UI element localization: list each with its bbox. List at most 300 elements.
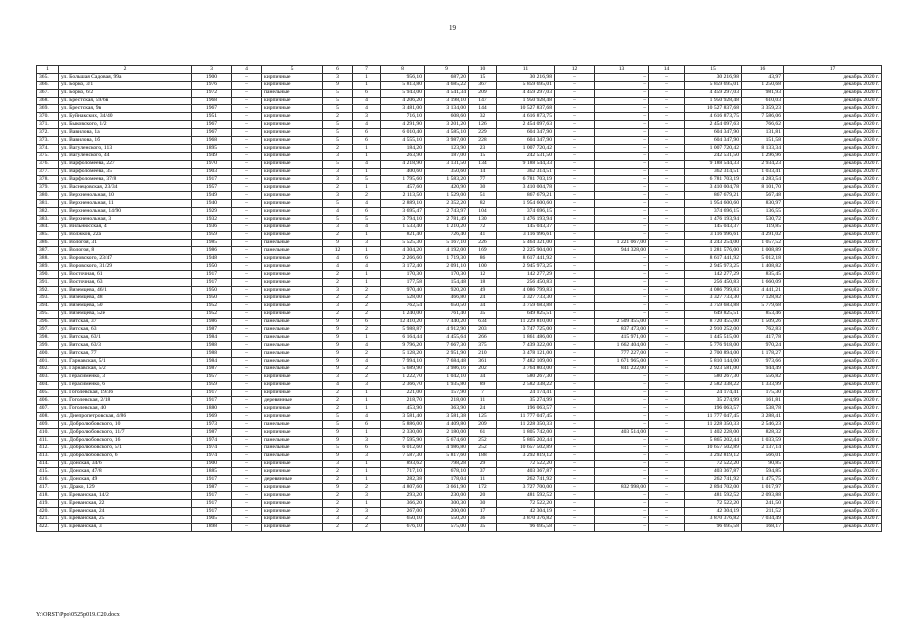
table-cell: 2	[323, 231, 353, 239]
table-cell: 1 178,27	[742, 350, 784, 358]
table-cell: ул. Верхненольная, 14/90	[59, 208, 192, 216]
table-cell: 3	[323, 73, 353, 81]
table-cell: 368.	[37, 97, 59, 105]
table-cell: 175,30	[742, 389, 784, 397]
table-cell: 1 008,89	[742, 247, 784, 255]
table-cell: 634	[469, 318, 497, 326]
table-cell: 266	[469, 334, 497, 342]
table-cell: кирпичные	[262, 200, 323, 208]
table-cell: 4 807,60	[381, 484, 425, 492]
table-cell: 2 454 097,63	[497, 121, 555, 129]
table-cell: –	[649, 223, 685, 231]
table-cell: 2	[323, 405, 353, 413]
table-cell: 9	[323, 365, 353, 373]
table-cell: 394.	[37, 302, 59, 310]
table-cell: –	[649, 113, 685, 121]
table-cell: 1	[353, 271, 381, 279]
column-header: 11	[497, 66, 555, 74]
table-cell: ул. Быковского, 1/2	[59, 121, 192, 129]
table-cell: 3 116 996,61	[685, 231, 742, 239]
table-cell: ул. Борко, 3/1	[59, 81, 192, 89]
table-cell: 421.	[37, 515, 59, 523]
table-cell: 5 943,00	[381, 89, 425, 97]
table-cell: –	[232, 223, 262, 231]
table-row	[37, 342, 882, 350]
table-cell: –	[649, 326, 685, 334]
table-cell: 377.	[37, 168, 59, 176]
table-cell: 4 455,64	[425, 334, 469, 342]
table-cell: 2	[323, 279, 353, 287]
table-cell: 362 314,51	[685, 168, 742, 176]
table-cell: 2 137,14	[742, 444, 784, 452]
table-cell: 5 012,18	[742, 255, 784, 263]
table-cell: декабрь 2020 г.	[784, 302, 882, 310]
table-cell: кирпичные	[262, 286, 323, 294]
table-cell: –	[555, 286, 595, 294]
table-cell: 4 206,20	[381, 97, 425, 105]
table-cell: –	[555, 129, 595, 137]
table-cell: декабрь 2020 г.	[784, 507, 882, 515]
table-cell: 821,40	[381, 231, 425, 239]
table-cell: –	[555, 247, 595, 255]
table-cell: –	[555, 492, 595, 500]
table-row	[37, 444, 882, 452]
table-cell: 1900	[192, 460, 232, 468]
table-cell: 4	[353, 223, 381, 231]
table-row	[37, 223, 882, 231]
table-cell: –	[595, 215, 649, 223]
table-cell: –	[595, 129, 649, 137]
table-cell: 136,55	[742, 208, 784, 216]
table-cell: –	[595, 302, 649, 310]
table-cell: –	[595, 184, 649, 192]
table-cell: 262 741,92	[685, 476, 742, 484]
table-cell: 1974	[192, 452, 232, 460]
table-cell: 373.	[37, 137, 59, 145]
table-cell: 211,52	[742, 507, 784, 515]
table-cell: 1885	[192, 468, 232, 476]
table-row	[37, 460, 882, 468]
table-cell: 376.	[37, 160, 59, 168]
column-header: 5	[262, 66, 323, 74]
table-cell: –	[232, 318, 262, 326]
table-cell: –	[555, 468, 595, 476]
table-cell: –	[232, 113, 262, 121]
table-cell: 187,00	[425, 152, 469, 160]
table-cell: –	[555, 476, 595, 484]
table-cell: –	[649, 208, 685, 216]
table-cell: 419.	[37, 499, 59, 507]
table-row	[37, 97, 882, 105]
column-header: 17	[784, 66, 882, 74]
table-cell: ул. Брестская, 59/6в	[59, 97, 192, 105]
table-cell: 3 172,40	[381, 263, 425, 271]
table-cell: 9	[323, 318, 353, 326]
table-cell: 11 228 350,33	[497, 421, 555, 429]
table-cell: –	[555, 326, 595, 334]
table-cell: 11	[469, 397, 497, 405]
table-cell: 2	[323, 476, 353, 484]
table-cell: ул. Добролюбовского, 5/1	[59, 444, 192, 452]
table-cell: 34	[469, 373, 497, 381]
table-cell: 3 410 004,78	[685, 184, 742, 192]
table-cell: 200,00	[425, 507, 469, 515]
table-cell: 2 093,88	[742, 492, 784, 500]
table-row	[37, 121, 882, 129]
table-cell: 3	[353, 381, 381, 389]
table-cell: кирпичные	[262, 255, 323, 263]
table-cell: 2 894 702,00	[685, 484, 742, 492]
table-cell: 4 409,80	[425, 421, 469, 429]
table-cell: –	[595, 176, 649, 184]
table-cell: 1987	[192, 484, 232, 492]
table-cell: 5 167,10	[425, 239, 469, 247]
table-cell: 8 101,70	[742, 184, 784, 192]
table-cell: 142 277,29	[685, 271, 742, 279]
table-cell: ул. Воровского, 23/47	[59, 255, 192, 263]
table-cell: –	[232, 184, 262, 192]
table-cell: 367.	[37, 89, 59, 97]
table-cell: –	[232, 326, 262, 334]
table-cell: –	[232, 397, 262, 405]
table-cell: 2	[323, 184, 353, 192]
table-cell: 5 813,80	[381, 81, 425, 89]
table-cell: –	[555, 223, 595, 231]
table-cell: 379.	[37, 184, 59, 192]
table-cell: панельные	[262, 326, 323, 334]
table-cell: 828,32	[742, 428, 784, 436]
table-cell: 1	[353, 389, 381, 397]
table-cell: 1	[353, 468, 381, 476]
table-cell: 538,78	[742, 405, 784, 413]
table-cell: –	[555, 255, 595, 263]
table-cell: 2	[353, 302, 381, 310]
table-row	[37, 452, 882, 460]
table-cell: кирпичные	[262, 523, 323, 531]
table-cell: 388.	[37, 255, 59, 263]
table-cell: 3 292 819,12	[685, 452, 742, 460]
table-cell: декабрь 2020 г.	[784, 381, 882, 389]
table-cell: –	[649, 373, 685, 381]
table-cell: 403 367,87	[497, 468, 555, 476]
table-cell: 402.	[37, 365, 59, 373]
table-cell: 398.	[37, 334, 59, 342]
table-cell: –	[649, 200, 685, 208]
table-cell: –	[595, 421, 649, 429]
table-cell: 123,90	[425, 144, 469, 152]
table-cell: 242 531,50	[497, 152, 555, 160]
table-cell: 414.	[37, 460, 59, 468]
table-cell: 2 352,20	[425, 200, 469, 208]
table-cell: ул. Герасименко, 3	[59, 373, 192, 381]
table-cell: 1 221 067,00	[595, 239, 649, 247]
table-cell: 1932	[192, 215, 232, 223]
table-cell: 830,97	[742, 200, 784, 208]
table-cell: 2	[353, 286, 381, 294]
table-cell: 1 795,60	[381, 176, 425, 184]
table-cell: ул. Гоголевская, 40	[59, 405, 192, 413]
table-cell: декабрь 2020 г.	[784, 271, 882, 279]
table-cell: –	[649, 184, 685, 192]
table-cell: 6	[353, 444, 381, 452]
table-cell: 3 695,47	[381, 208, 425, 216]
table-cell: 20	[469, 492, 497, 500]
table-cell: 717,10	[381, 468, 425, 476]
table-cell: 420.	[37, 507, 59, 515]
table-cell: декабрь 2020 г.	[784, 476, 882, 484]
table-cell: ул. Добролюбовского, 6	[59, 452, 192, 460]
table-cell: –	[232, 310, 262, 318]
table-cell: 383.	[37, 215, 59, 223]
table-cell: кирпичные	[262, 515, 323, 523]
table-cell: 4 912,90	[425, 326, 469, 334]
table-row	[37, 271, 882, 279]
table-cell: –	[595, 507, 649, 515]
table-cell: 1 296,96	[742, 152, 784, 160]
table-cell: 762,83	[742, 326, 784, 334]
table-cell: –	[595, 389, 649, 397]
table-cell: 2	[323, 499, 353, 507]
table-cell: 375.	[37, 152, 59, 160]
table-cell: декабрь 2020 г.	[784, 263, 882, 271]
table-cell: 920,20	[425, 286, 469, 294]
table-cell: 2	[353, 326, 381, 334]
table-cell: 151,58	[742, 137, 784, 145]
table-cell: 1917	[192, 492, 232, 500]
table-cell: –	[232, 152, 262, 160]
table-row	[37, 507, 882, 515]
table-row	[37, 215, 882, 223]
table-cell: 209	[469, 89, 497, 97]
table-cell: панельные	[262, 365, 323, 373]
table-cell: –	[595, 271, 649, 279]
table-cell: –	[649, 436, 685, 444]
table-cell: 144	[469, 105, 497, 113]
table-cell: 4 291,02	[742, 231, 784, 239]
table-cell: 11 228 350,33	[685, 421, 742, 429]
table-cell: 7 034,49	[742, 515, 784, 523]
table-cell: –	[595, 476, 649, 484]
table-cell: –	[595, 405, 649, 413]
table-cell: 3	[353, 452, 381, 460]
table-cell: ул. Васнецовская, 23/34	[59, 184, 192, 192]
table-cell: –	[555, 239, 595, 247]
table-cell: 608,60	[425, 113, 469, 121]
table-cell: 184,20	[381, 144, 425, 152]
table-cell: 1988	[192, 350, 232, 358]
table-cell: 1948	[192, 255, 232, 263]
table-cell: 2	[323, 144, 353, 152]
table-row	[37, 144, 882, 152]
table-cell: декабрь 2020 г.	[784, 255, 882, 263]
table-cell: 4 283,54	[742, 176, 784, 184]
table-cell: 1	[353, 81, 381, 89]
table-cell: кирпичные	[262, 373, 323, 381]
table-cell: 1984	[192, 357, 232, 365]
table-cell: ул. Ереванская, 25	[59, 515, 192, 523]
table-cell: 1 042,10	[425, 373, 469, 381]
table-cell: 10 657 502,89	[497, 444, 555, 452]
table-cell: –	[555, 436, 595, 444]
table-cell: –	[649, 484, 685, 492]
table-cell: кирпичные	[262, 484, 323, 492]
table-cell: 89	[469, 381, 497, 389]
table-cell: 2	[353, 373, 381, 381]
table-cell: –	[555, 184, 595, 192]
table-cell: ул. Вяземцева, 50	[59, 302, 192, 310]
table-cell: ул. Гоголевская, 2/18	[59, 397, 192, 405]
table-cell: 1	[353, 144, 381, 152]
table-cell: 9	[323, 81, 353, 89]
table-cell: 8 133,34	[742, 144, 784, 152]
table-row	[37, 318, 882, 326]
table-cell: 1 408,82	[742, 263, 784, 271]
table-cell: 3 747 725,00	[497, 326, 555, 334]
table-cell: 481 592,52	[497, 492, 555, 500]
table-cell: 1 222,70	[381, 373, 425, 381]
table-cell: 5	[323, 97, 353, 105]
table-cell: 6 012,60	[381, 444, 425, 452]
table-cell: декабрь 2020 г.	[784, 231, 882, 239]
table-cell: ул. Добролюбовского, 16	[59, 436, 192, 444]
table-cell: 32	[469, 113, 497, 121]
table-cell: 262 741,92	[497, 476, 555, 484]
table-cell: 4	[353, 97, 381, 105]
table-cell: 24 174,41	[685, 389, 742, 397]
table-cell: 381.	[37, 200, 59, 208]
table-cell: 1968	[192, 97, 232, 105]
table-cell: –	[555, 405, 595, 413]
table-cell: –	[595, 468, 649, 476]
table-cell: 1898	[192, 523, 232, 531]
table-cell: 100	[469, 263, 497, 271]
table-cell: 1 805 742,00	[497, 428, 555, 436]
table-body	[37, 73, 882, 531]
table-cell: –	[649, 468, 685, 476]
table-row	[37, 389, 882, 397]
table-cell: 4	[323, 208, 353, 216]
table-cell: 4 218,90	[381, 160, 425, 168]
table-cell: 1950	[192, 286, 232, 294]
column-header: 2	[59, 66, 192, 74]
table-cell: 4	[353, 105, 381, 113]
table-cell: 1959	[192, 381, 232, 389]
table-cell: ул. Брестская, 9в	[59, 105, 192, 113]
table-cell: –	[649, 397, 685, 405]
table-cell: декабрь 2020 г.	[784, 373, 882, 381]
table-cell: 1 250,68	[742, 81, 784, 89]
table-cell: кирпичные	[262, 413, 323, 421]
table-cell: 2 951,90	[425, 350, 469, 358]
table-cell: 9	[323, 428, 353, 436]
table-cell: 396.	[37, 318, 59, 326]
table-cell: 528,00	[381, 294, 425, 302]
table-cell: 4	[323, 381, 353, 389]
table-cell: 1950	[192, 263, 232, 271]
table-cell: –	[649, 73, 685, 81]
table-cell: 1936	[192, 223, 232, 231]
column-header: 8	[381, 66, 425, 74]
table-cell: –	[232, 73, 262, 81]
table-cell: 5	[323, 200, 353, 208]
table-row	[37, 428, 882, 436]
table-cell: 9 796,20	[381, 342, 425, 350]
table-cell: 1987	[192, 428, 232, 436]
table-cell: 1 476 193,94	[497, 215, 555, 223]
table-cell: 18	[469, 279, 497, 287]
table-cell: –	[595, 137, 649, 145]
table-cell: декабрь 2020 г.	[784, 89, 882, 97]
table-cell: 1917	[192, 176, 232, 184]
table-cell: 761,40	[425, 310, 469, 318]
table-cell: 82	[469, 200, 497, 208]
table-cell: 119,85	[742, 223, 784, 231]
table-cell: 72	[469, 223, 497, 231]
column-header: 13	[595, 66, 649, 74]
table-cell: 2	[353, 310, 381, 318]
table-cell: ул. Вятская, 63	[59, 326, 192, 334]
table-cell: декабрь 2020 г.	[784, 81, 882, 89]
table-cell: 10 527 837,68	[497, 105, 555, 113]
table-cell: кирпичные	[262, 137, 323, 145]
table-cell: 3 870 376,82	[497, 515, 555, 523]
table-cell: –	[232, 294, 262, 302]
table-cell: –	[649, 492, 685, 500]
table-cell: 72 522,20	[685, 499, 742, 507]
table-cell: декабрь 2020 г.	[784, 468, 882, 476]
table-cell: кирпичные	[262, 208, 323, 216]
table-cell: 3 327 733,30	[685, 294, 742, 302]
table-cell: –	[555, 342, 595, 350]
table-cell: 726,40	[425, 231, 469, 239]
table-cell: –	[555, 105, 595, 113]
table-cell: кирпичные	[262, 492, 323, 500]
table-cell: 5 865 202,44	[497, 436, 555, 444]
table-cell: декабрь 2020 г.	[784, 342, 882, 350]
table-cell: 6 010,40	[381, 129, 425, 137]
table-cell: 7 586,06	[742, 113, 784, 121]
table-row	[37, 468, 882, 476]
table-cell: ул. Вильнюсская, 4	[59, 223, 192, 231]
table-cell: ул. Ереванская, 24	[59, 507, 192, 515]
table-cell: 42 304,19	[685, 507, 742, 515]
table-cell: панельные	[262, 239, 323, 247]
table-row	[37, 200, 882, 208]
table-cell: 391.	[37, 279, 59, 287]
table-cell: –	[555, 168, 595, 176]
table-row	[37, 310, 882, 318]
table-cell: 777 227,00	[595, 350, 649, 358]
table-cell: 178,04	[425, 476, 469, 484]
table-cell: 2 889,10	[381, 200, 425, 208]
table-row	[37, 421, 882, 429]
table-cell: 374.	[37, 144, 59, 152]
table-cell: –	[649, 121, 685, 129]
table-cell: 853,46	[742, 310, 784, 318]
table-cell: 5 859 695,01	[497, 81, 555, 89]
table-cell: –	[232, 176, 262, 184]
table-cell: 3	[353, 507, 381, 515]
table-cell: 1967	[192, 105, 232, 113]
table-cell: 3	[353, 492, 381, 500]
table-cell: ул. Варфоломеева, 35	[59, 168, 192, 176]
table-cell: 413.	[37, 452, 59, 460]
table-cell: декабрь 2020 г.	[784, 444, 882, 452]
table-row	[37, 279, 882, 287]
table-cell: 1985	[192, 239, 232, 247]
table-cell: –	[555, 152, 595, 160]
table-row	[37, 350, 882, 358]
